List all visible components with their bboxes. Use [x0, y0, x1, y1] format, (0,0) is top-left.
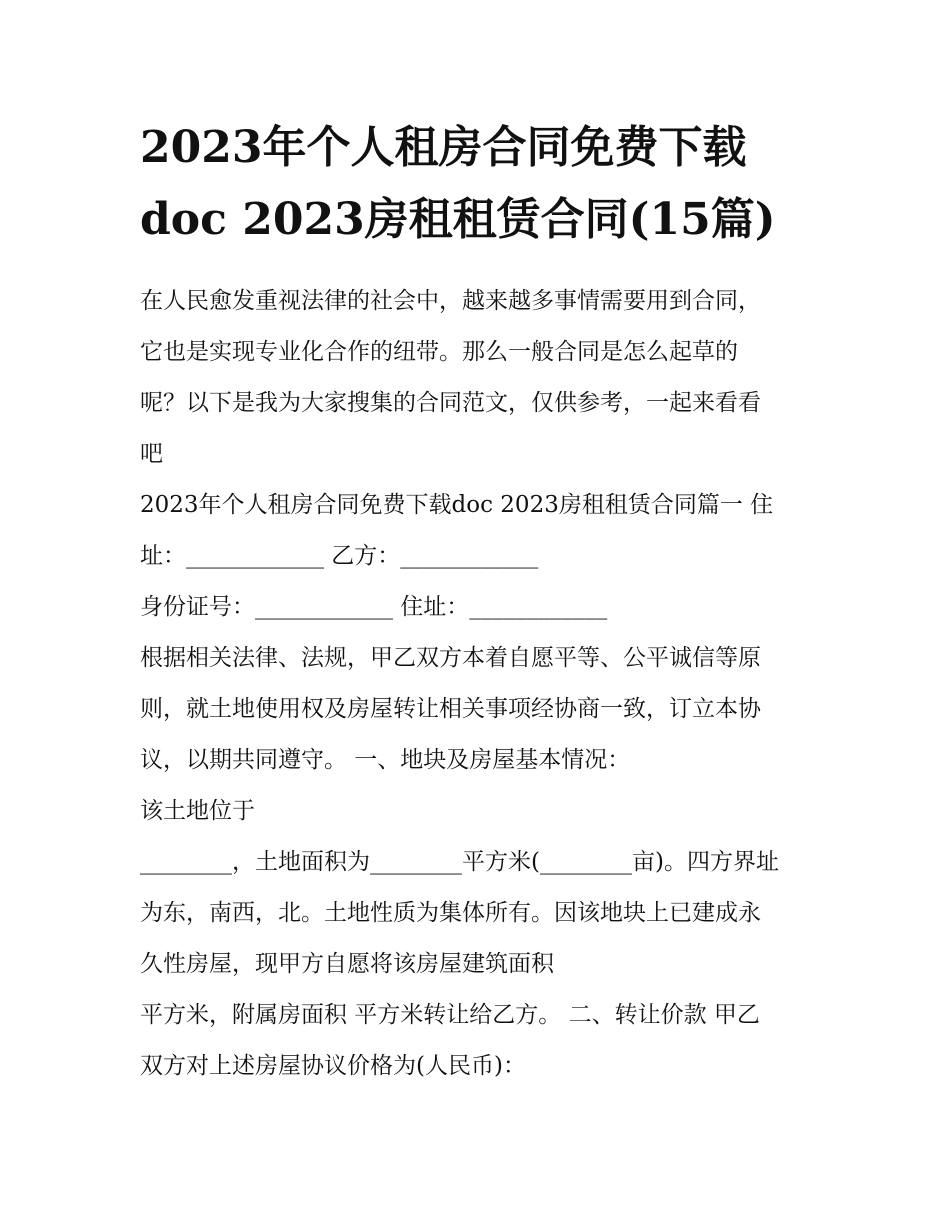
body-line: 根据相关法律、法规，甲乙双方本着自愿平等、公平诚信等原	[140, 645, 761, 671]
title-line: doc 2023房租租赁合同(15篇)	[140, 194, 776, 245]
body-line: 吧	[140, 441, 163, 467]
body-line: 址：____________ 乙方：____________	[140, 543, 539, 569]
document-body	[140, 276, 820, 1092]
body-line: ________，土地面积为________平方米(________亩)。四方界址	[140, 849, 779, 875]
body-line: 平方米，附属房面积 平方米转让给乙方。 二、转让价款 甲乙	[140, 1002, 760, 1028]
body-line: 呢？以下是我为大家搜集的合同范文，仅供参考，一起来看看	[140, 390, 761, 416]
body-line: 在人民愈发重视法律的社会中，越来越多事情需要用到合同，	[140, 288, 761, 314]
body-line: 则，就土地使用权及房屋转让相关事项经协商一致，订立本协	[140, 696, 761, 722]
body-line: 该土地位于	[140, 798, 255, 824]
body-line: 2023年个人租房合同免费下载doc 2023房租租赁合同篇一 住	[140, 492, 774, 518]
body-line: 为东，南西，北。土地性质为集体所有。因该地块上已建成永	[140, 900, 761, 926]
document-title	[140, 112, 820, 256]
body-line: 身份证号：____________ 住址：____________	[140, 594, 608, 620]
body-line: 议，以期共同遵守。 一、地块及房屋基本情况：	[140, 747, 631, 773]
title-line: 2023年个人租房合同免费下载	[140, 122, 747, 173]
body-line: 双方对上述房屋协议价格为(人民币)：	[140, 1053, 526, 1079]
body-line: 它也是实现专业化合作的纽带。那么一般合同是怎么起草的	[140, 339, 738, 365]
body-line: 久性房屋，现甲方自愿将该房屋建筑面积	[140, 951, 554, 977]
